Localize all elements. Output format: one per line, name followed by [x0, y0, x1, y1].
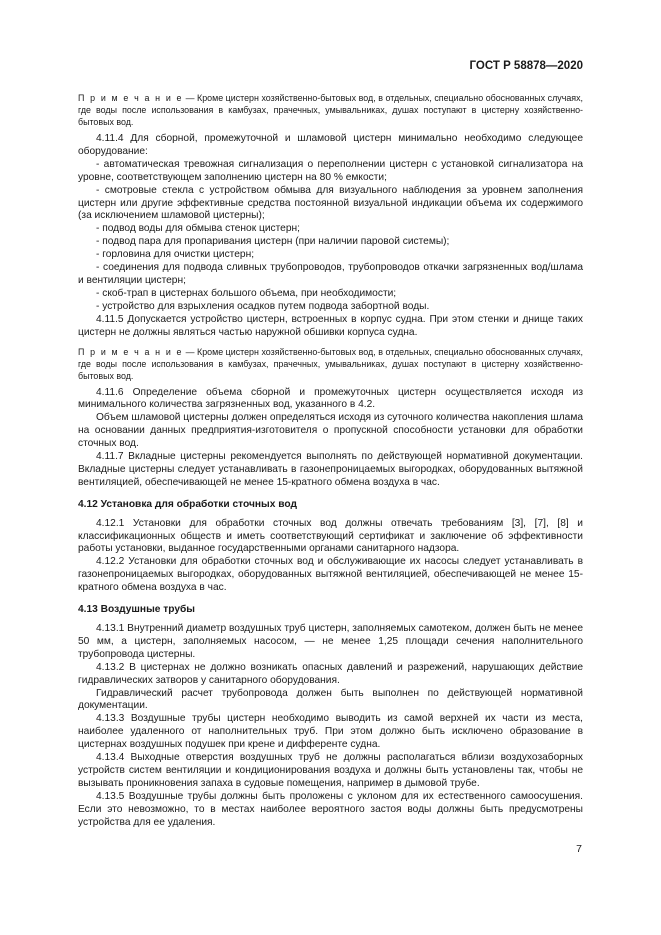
- equipment-list-item: - соединения для подвода сливных трубопроводов, трубопроводов откачки загрязненных вод/шлама и вентиляции цистерн;: [78, 262, 583, 286]
- clause-4-13-1: 4.13.1 Внутренний диаметр воздушных труб цистерн, заполняемых самотеком, должен быть не менее 50 мм, а цистерн, заполняемых насосом, — не менее 1,25 площади сечения наполнительного трубопровода цистерны.: [78, 623, 583, 660]
- paragraph-sludge-volume: Объем шламовой цистерны должен определяться исходя из суточного количества накопления шлама на основании данных предприятия-изготовителя о пропускной способности установки для обработки сточных вод.: [78, 412, 583, 450]
- clause-4-13-2: 4.13.2 В цистернах не должно возникать опасных давлений и разрежений, нарушающих действие гидравлических затворов у санитарного оборудования.: [78, 661, 583, 686]
- clause-4-11-6: 4.11.6 Определение объема сборной и промежуточных цистерн осуществляется исходя из минимального количества загрязненных вод, указанного в 4.2.: [78, 386, 583, 411]
- clause-4-13-4: 4.13.4 Выходные отверстия воздушных труб не должны располагаться вблизи воздухозаборных устройств систем вентиляции и кондиционирования воздуха и должны быть установлены так, чтобы не вызывать проникновения запаха в судовые помещения, например в дымовой трубе.: [78, 752, 583, 789]
- equipment-list-item: - подвод пара для пропаривания цистерн (при наличии паровой системы);: [96, 236, 450, 248]
- page-number: 7: [576, 843, 582, 855]
- note-top: [78, 92, 583, 128]
- equipment-list-item: - подвод воды для обмыва стенок цистерн;: [96, 223, 300, 235]
- equipment-list-item: - смотровые стекла с устройством обмыва для визуального наблюдения за уровнем заполнения цистерн или другие эффективные средства постоянной визуальной индикации объема их содержимого (за исключением шламовой цистерны);: [78, 184, 583, 222]
- equipment-list-item: - горловина для очистки цистерн;: [96, 249, 255, 261]
- page-body: [78, 86, 583, 830]
- note-mid: [78, 346, 583, 382]
- clause-4-13-5: 4.13.5 Воздушные трубы должны быть проложены с уклоном для их естественного самоосушения. Если это невозможно, то в местах наиболее вероятного застоя воды должны быть предусмотрены устройства для ее удаления.: [78, 790, 583, 828]
- section-heading-4-12: 4.12 Установка для обработки сточных вод: [78, 498, 297, 510]
- clause-4-11-5: 4.11.5 Допускается устройство цистерн, встроенных в корпус судна. При этом стенки и днище таких цистерн не должны являться частью наружной обшивки корпуса судна.: [78, 313, 583, 338]
- equipment-list-item: - скоб-трап в цистернах большого объема, при необходимости;: [96, 287, 397, 299]
- clause-4-12-1: 4.12.1 Установки для обработки сточных вод должны отвечать требованиям [3], [7], [8] и классификационных обществ и иметь соответствующий сертификат и заключение об эффективности работы установки, выданное государственными органами санитарного надзора.: [78, 517, 583, 555]
- section-heading-4-13: 4.13 Воздушные трубы: [78, 604, 196, 616]
- note-text: — Кроме цистерн хозяйственно-бытовых вод, в отдельных, специально обоснованных случаях, где воды после использования в камбузах, прачечных, умывальниках, душах поступают в цистерну хозяйственно-бытовых вод.: [78, 346, 583, 381]
- standard-code: ГОСТ Р 58878—2020: [469, 60, 583, 72]
- equipment-list-item: - автоматическая тревожная сигнализация о переполнении цистерн с установкой сигнализатора на уровне, соответствующем заполнению цистерн на 80 % емкости;: [78, 158, 583, 183]
- equipment-list-item: - устройство для взрыхления осадков путем подвода забортной воды.: [96, 300, 430, 312]
- clause-4-11-7: 4.11.7 Вкладные цистерны рекомендуется выполнять по действующей нормативной документации. Вкладные цистерны следует устанавливать в газонепроницаемых выгородках, оборудованных вытяжной вентиляцией, обеспечивающей не менее 15-кратного обмена воздуха в час.: [78, 451, 583, 488]
- note-text: — Кроме цистерн хозяйственно-бытовых вод, в отдельных, специально обоснованных случаях, где воды после использования в камбузах, прачечных, умывальниках, душах поступают в цистерну хозяйственно-бытовых вод.: [78, 93, 583, 127]
- clause-4-11-4: 4.11.4 Для сборной, промежуточной и шламовой цистерн минимально необходимо следующее оборудование:: [78, 133, 583, 157]
- note-label: П р и м е ч а н и е: [78, 346, 184, 357]
- note-label: П р и м е ч а н и е: [78, 93, 184, 103]
- paragraph-hydraulic-calc: Гидравлический расчет трубопровода должен быть выполнен по действующей нормативной документации.: [78, 687, 583, 712]
- clause-4-13-3: 4.13.3 Воздушные трубы цистерн необходимо выводить из самой верхней их части из места, наиболее удаленного от наполнительных труб. При этом должно быть исключено образование в цистернах воздушных подушек при крене и дифференте судна.: [78, 713, 583, 751]
- clause-4-12-2: 4.12.2 Установки для обработки сточных вод и обслуживающие их насосы следует устанавливать в газонепроницаемых выгородках, оборудованных вытяжной вентиляцией, обеспечивающей не менее 15-кратного обмена воздуха в час.: [78, 556, 583, 594]
